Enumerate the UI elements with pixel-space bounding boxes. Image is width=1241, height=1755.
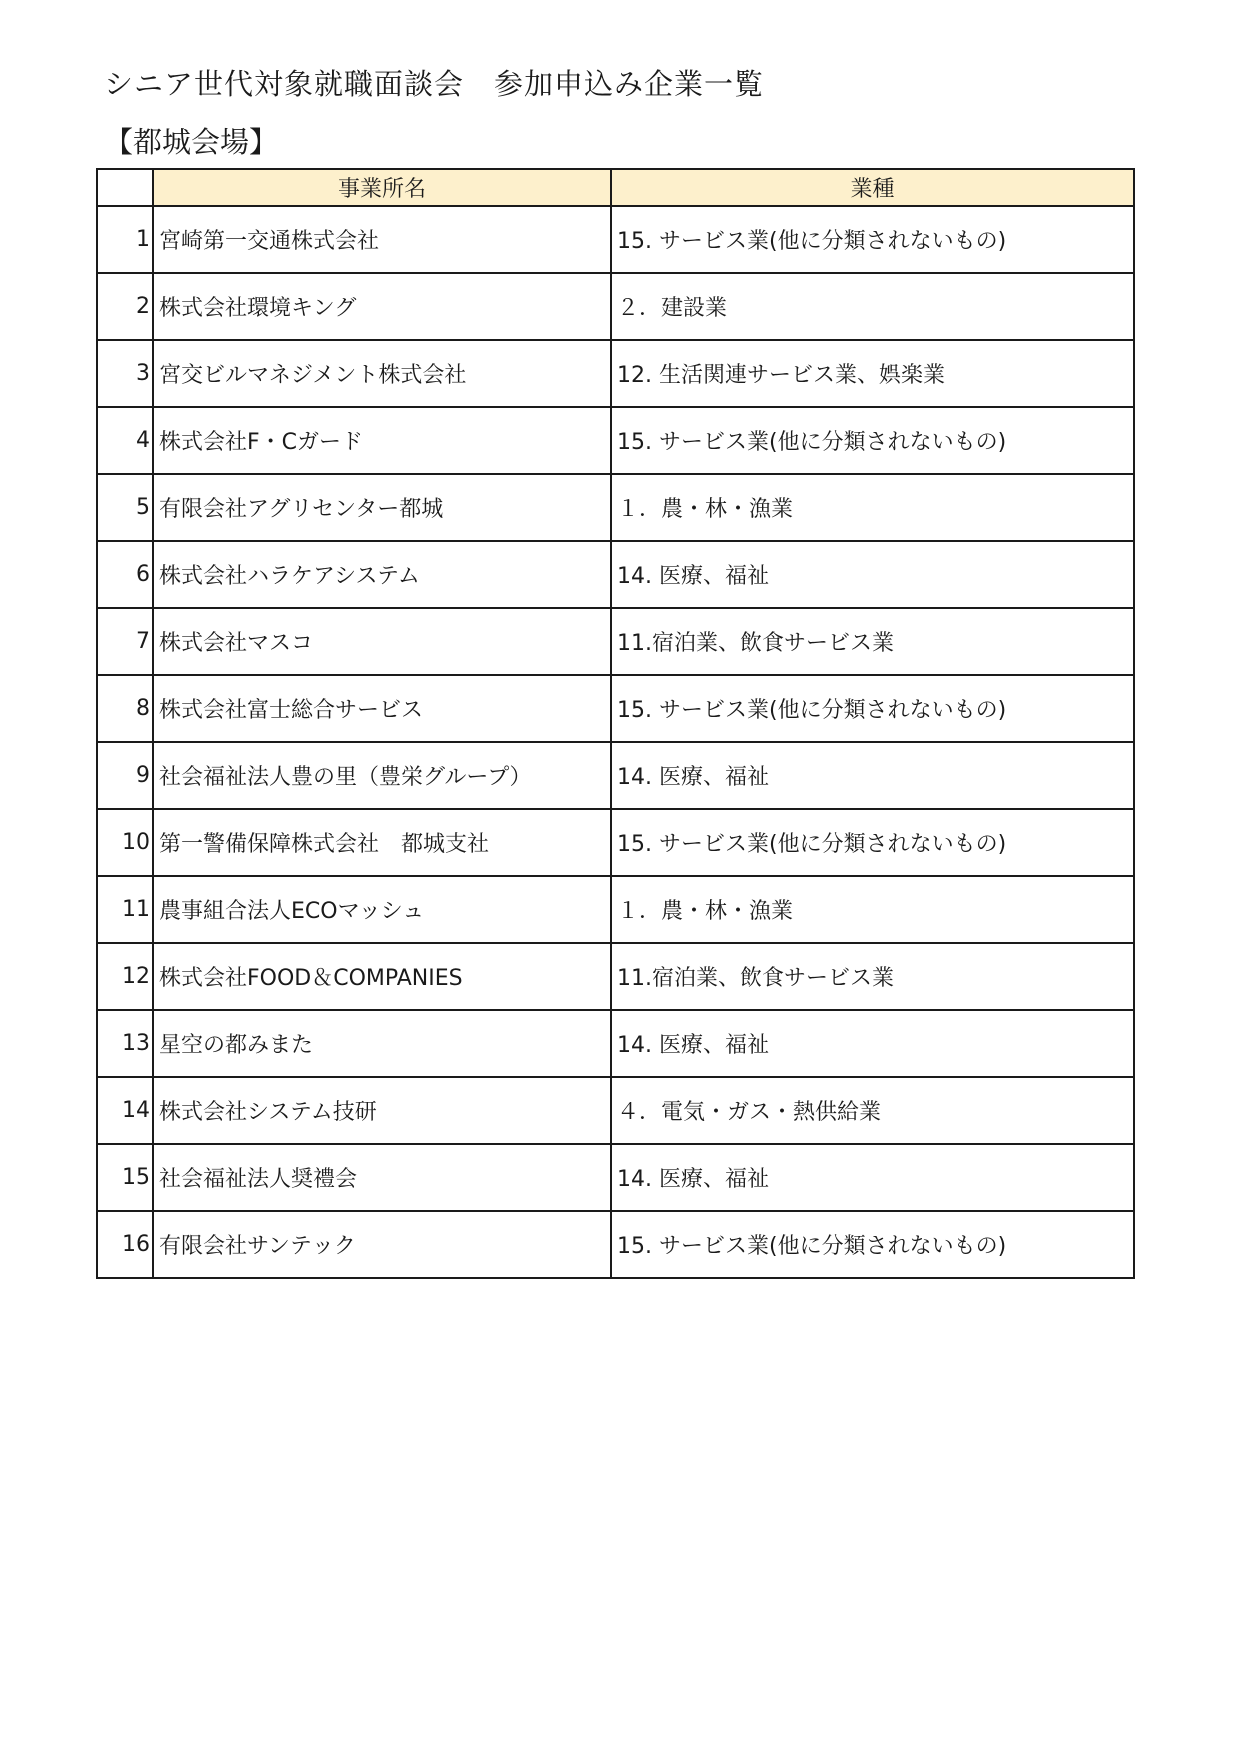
row-number: 8 [97, 675, 153, 742]
industry-cell: 15. サービス業(他に分類されないもの) [611, 1211, 1134, 1278]
row-number: 14 [97, 1077, 153, 1144]
table-header-row [97, 169, 1134, 206]
table-row [97, 742, 1134, 809]
company-name-cell: 社会福祉法人豊の里（豊栄グループ） [153, 742, 611, 809]
table-row [97, 541, 1134, 608]
document-title: シニア世代対象就職面談会 参加申込み企業一覧 [104, 67, 765, 101]
row-number: 11 [97, 876, 153, 943]
industry-cell: 15. サービス業(他に分類されないもの) [611, 407, 1134, 474]
industry-cell: 11.宿泊業、飲食サービス業 [611, 943, 1134, 1010]
table-row [97, 608, 1134, 675]
industry-cell: 14. 医療、福祉 [611, 1010, 1134, 1077]
table-row [97, 876, 1134, 943]
table-row [97, 943, 1134, 1010]
header-industry: 業種 [611, 169, 1134, 206]
company-name-cell: 有限会社サンテック [153, 1211, 611, 1278]
row-number: 1 [97, 206, 153, 273]
company-name-cell: 社会福祉法人奨禮会 [153, 1144, 611, 1211]
company-name-cell: 株式会社環境キング [153, 273, 611, 340]
row-number: 2 [97, 273, 153, 340]
venue-heading: 【都城会場】 [104, 125, 279, 159]
industry-cell: 11.宿泊業、飲食サービス業 [611, 608, 1134, 675]
industry-cell: ２．建設業 [611, 273, 1134, 340]
company-name-cell: 株式会社富士総合サービス [153, 675, 611, 742]
company-name-cell: 宮交ビルマネジメント株式会社 [153, 340, 611, 407]
table-row [97, 273, 1134, 340]
industry-cell: 15. サービス業(他に分類されないもの) [611, 675, 1134, 742]
company-name-cell: 有限会社アグリセンター都城 [153, 474, 611, 541]
industry-cell: 14. 医療、福祉 [611, 742, 1134, 809]
row-number: 7 [97, 608, 153, 675]
industry-cell: 14. 医療、福祉 [611, 541, 1134, 608]
table-row [97, 474, 1134, 541]
company-name-cell: 株式会社FOOD＆COMPANIES [153, 943, 611, 1010]
table-row [97, 206, 1134, 273]
row-number: 10 [97, 809, 153, 876]
company-name-cell: 株式会社システム技研 [153, 1077, 611, 1144]
table-row [97, 1144, 1134, 1211]
industry-cell: 15. サービス業(他に分類されないもの) [611, 809, 1134, 876]
industry-cell: １．農・林・漁業 [611, 876, 1134, 943]
company-name-cell: 株式会社マスコ [153, 608, 611, 675]
table-row [97, 1010, 1134, 1077]
industry-cell: １．農・林・漁業 [611, 474, 1134, 541]
table-row [97, 340, 1134, 407]
table-row [97, 407, 1134, 474]
header-number [97, 169, 153, 206]
row-number: 5 [97, 474, 153, 541]
industry-cell: 12. 生活関連サービス業、娯楽業 [611, 340, 1134, 407]
table-row [97, 809, 1134, 876]
company-name-cell: 星空の都みまた [153, 1010, 611, 1077]
company-name-cell: 株式会社ハラケアシステム [153, 541, 611, 608]
table-body [97, 206, 1134, 1278]
table-row [97, 1077, 1134, 1144]
header-company-name: 事業所名 [153, 169, 611, 206]
row-number: 4 [97, 407, 153, 474]
company-name-cell: 株式会社F・Cガード [153, 407, 611, 474]
table-row [97, 1211, 1134, 1278]
table-row [97, 675, 1134, 742]
row-number: 6 [97, 541, 153, 608]
industry-cell: ４．電気・ガス・熱供給業 [611, 1077, 1134, 1144]
company-name-cell: 宮崎第一交通株式会社 [153, 206, 611, 273]
row-number: 13 [97, 1010, 153, 1077]
row-number: 12 [97, 943, 153, 1010]
company-table [96, 168, 1135, 1279]
row-number: 9 [97, 742, 153, 809]
row-number: 15 [97, 1144, 153, 1211]
industry-cell: 15. サービス業(他に分類されないもの) [611, 206, 1134, 273]
row-number: 3 [97, 340, 153, 407]
industry-cell: 14. 医療、福祉 [611, 1144, 1134, 1211]
row-number: 16 [97, 1211, 153, 1278]
company-name-cell: 農事組合法人ECOマッシュ [153, 876, 611, 943]
company-name-cell: 第一警備保障株式会社 都城支社 [153, 809, 611, 876]
